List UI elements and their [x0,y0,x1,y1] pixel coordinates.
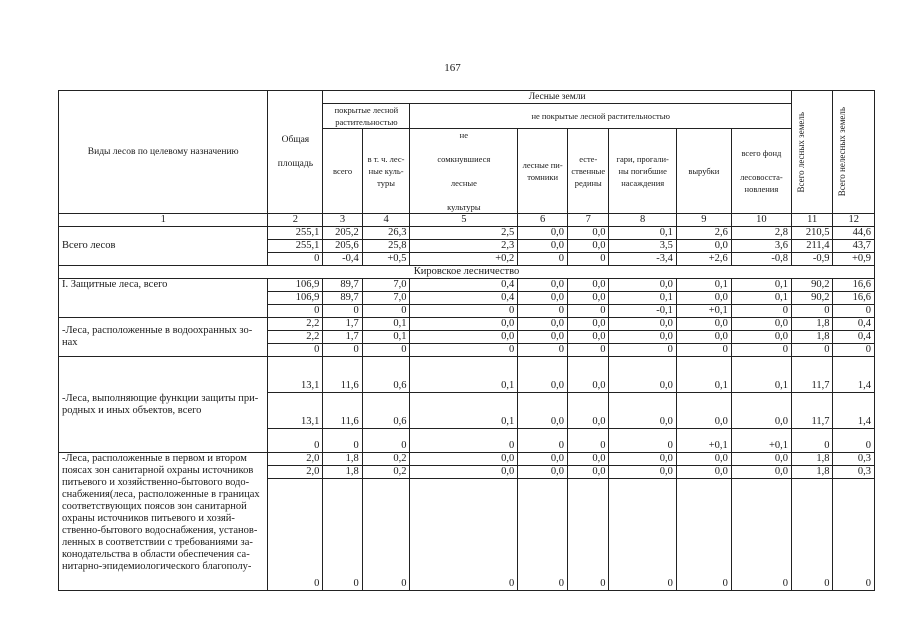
table-cell: 0,0 [609,331,676,344]
table-cell: 0,0 [410,466,518,479]
table-cell: -0,9 [791,253,832,266]
header-not-covered: не покрытые лесной растительностью [410,104,792,129]
table-cell: 0 [609,429,676,453]
table-cell: 0,0 [676,240,731,253]
table-cell: 90,2 [791,279,832,292]
table-cell: 0,0 [676,453,731,466]
table-cell: 0 [518,429,568,453]
table-cell: 0,0 [731,466,791,479]
table-cell: 1,4 [833,393,875,429]
table-cell: 0 [410,429,518,453]
table-cell: 0,0 [568,240,609,253]
group-natural-objects [59,357,875,453]
table-cell: 0,0 [518,292,568,305]
table-cell: 0,0 [676,393,731,429]
table-cell: 2,0 [268,453,323,466]
table-cell: 11,7 [791,393,832,429]
table-cell: 0,4 [833,331,875,344]
table-cell: 0,0 [518,240,568,253]
table-cell: 89,7 [323,292,362,305]
table-cell: 0,0 [568,318,609,331]
table-cell: 3,6 [731,240,791,253]
table-cell: 0,0 [518,227,568,240]
table-cell: 13,1 [268,393,323,429]
table-cell: 0,0 [568,279,609,292]
header-covered-cultures: в т. ч. лес-ные куль-туры [362,129,410,214]
table-cell: 0 [676,479,731,591]
table-cell: 0 [731,344,791,357]
table-cell: 1,4 [833,357,875,393]
table-cell: 1,7 [323,318,362,331]
table-cell: 0,0 [410,453,518,466]
table-cell: 0,0 [676,331,731,344]
table-cell: 0 [518,344,568,357]
header-total-forest: Всего лесных земель [791,91,832,214]
table-cell: 0 [791,344,832,357]
header-burnt: гари, прогали-ны погибшие насаждения [609,129,676,214]
section-title: Кировское лесничество [59,266,875,279]
table-cell: 0,1 [676,357,731,393]
table-cell: 0 [323,305,362,318]
table-cell: 0 [731,305,791,318]
table-cell: 0,1 [609,292,676,305]
table-cell: 0 [609,344,676,357]
table-cell: 0 [410,344,518,357]
table-cell: 0 [323,479,362,591]
table-cell: 2,5 [410,227,518,240]
table-cell: 11,6 [323,393,362,429]
table-row [59,227,875,240]
table-cell: 0,0 [568,292,609,305]
column-numbers-row: 1 2 3 4 5 6 7 8 9 10 11 12 [59,214,875,227]
table-cell: 0,0 [568,227,609,240]
table-cell: 0 [362,344,410,357]
table-cell: 0,0 [518,466,568,479]
table-cell: +0,9 [833,253,875,266]
table-cell: -0,4 [323,253,362,266]
table-cell: 2,0 [268,466,323,479]
header-natural-sparse: есте-ственные редины [568,129,609,214]
table-cell: +0,5 [362,253,410,266]
table-cell: 0 [410,305,518,318]
table-cell: 0 [731,479,791,591]
table-cell: 0 [568,479,609,591]
table-cell: 0,0 [609,357,676,393]
table-cell: 1,8 [323,466,362,479]
table-row [59,318,875,331]
header-covered: покрытые лесной растительностью [323,104,410,129]
table-cell: 255,1 [268,227,323,240]
table-row [59,279,875,292]
table-cell: 0,0 [609,453,676,466]
table-cell: 0 [410,479,518,591]
table-cell: 205,6 [323,240,362,253]
table-cell: 0 [676,344,731,357]
table-cell: 3,5 [609,240,676,253]
table-cell: +0,1 [731,429,791,453]
table-cell: 0,0 [676,292,731,305]
table-cell: 0,1 [731,279,791,292]
table-cell: 0,2 [362,466,410,479]
table-cell: 0 [568,429,609,453]
table-cell: -0,8 [731,253,791,266]
table-cell: 0,0 [568,393,609,429]
table-cell: 1,8 [791,466,832,479]
row-label: -Леса, выполняющие функции защиты при-родных и иных объектов, всего [59,357,268,453]
table-cell: 0,0 [518,331,568,344]
table-cell: 0,0 [676,466,731,479]
table-cell: 0,0 [731,331,791,344]
table-cell: 0,0 [518,453,568,466]
table-cell: 0,0 [568,357,609,393]
table-cell: 0,0 [731,453,791,466]
table-cell: +2,6 [676,253,731,266]
table-cell: 0 [268,429,323,453]
header-total-nonforest: Всего нелесных земель [833,91,875,214]
table-row [59,453,875,466]
table-cell: 0,0 [518,318,568,331]
table-cell: 7,0 [362,279,410,292]
table-cell: 0,1 [731,292,791,305]
table-cell: 0,0 [568,453,609,466]
table-cell: -0,1 [609,305,676,318]
table-cell: 0 [791,429,832,453]
table-cell: 0 [568,305,609,318]
table-cell: 0 [518,253,568,266]
header-nurseries: лесные пи-томники [518,129,568,214]
header-species: Виды лесов по целевому назначению [59,91,268,214]
table-cell: 0,4 [410,279,518,292]
page-number: 167 [444,62,461,74]
table-cell: 2,6 [676,227,731,240]
table-cell: 0 [362,429,410,453]
table-cell: 0 [323,429,362,453]
table-cell: 0 [568,253,609,266]
table-cell: 0 [791,305,832,318]
table-cell: 25,8 [362,240,410,253]
table-cell: 26,3 [362,227,410,240]
table-cell: -3,4 [609,253,676,266]
table-cell: 0 [518,305,568,318]
table-cell: 43,7 [833,240,875,253]
table-cell: 0,1 [676,279,731,292]
table-cell: 0 [833,429,875,453]
table-cell: 0,0 [609,318,676,331]
table-cell: 106,9 [268,292,323,305]
table-cell: 13,1 [268,357,323,393]
table-cell: 1,7 [323,331,362,344]
table-cell: 0,0 [731,318,791,331]
table-cell: 0,0 [568,331,609,344]
table-cell: 205,2 [323,227,362,240]
table-cell: +0,1 [676,429,731,453]
table-cell: 0 [268,479,323,591]
table-cell: 0 [362,479,410,591]
table-cell: 7,0 [362,292,410,305]
table-cell: 1,8 [791,453,832,466]
table-cell: 0,0 [518,393,568,429]
table-cell: 0 [609,479,676,591]
table-cell: 0,1 [410,393,518,429]
table-cell: 0 [568,344,609,357]
header-covered-all: всего [323,129,362,214]
table-cell: 0,0 [609,279,676,292]
table-cell: 0 [833,479,875,591]
table-cell: 2,2 [268,318,323,331]
section-title-row [59,266,875,279]
table-cell: 0,0 [410,331,518,344]
table-cell: 0,0 [518,357,568,393]
table-cell: 1,8 [323,453,362,466]
table-cell: 210,5 [791,227,832,240]
table-cell: 211,4 [791,240,832,253]
table-cell: 0 [791,479,832,591]
table-cell: 90,2 [791,292,832,305]
row-label: Всего лесов [59,227,268,266]
table-cell: 0,0 [609,393,676,429]
table-cell: 0,0 [609,466,676,479]
table-cell: 0 [323,344,362,357]
header-clearings: вырубки [676,129,731,214]
table-cell: 0 [362,305,410,318]
header-restoration-fund: всего фонд лесовосста-новления [731,129,791,214]
table-cell: 89,7 [323,279,362,292]
row-label: -Леса, расположенные в водоохранных зо-нах [59,318,268,357]
table-cell: 0,0 [731,393,791,429]
table-cell: 0,0 [568,466,609,479]
table-cell: 0,3 [833,466,875,479]
table-cell: 0,4 [833,318,875,331]
table-cell: 16,6 [833,292,875,305]
table-cell: 106,9 [268,279,323,292]
table-cell: 0,6 [362,393,410,429]
table-cell: 2,3 [410,240,518,253]
table-cell: 0 [833,305,875,318]
forest-land-table [58,90,875,591]
table-cell: 0 [518,479,568,591]
table-cell: 0,3 [833,453,875,466]
table-cell: 0 [268,305,323,318]
table-cell: 2,8 [731,227,791,240]
table-cell: 0,1 [410,357,518,393]
table-cell: +0,1 [676,305,731,318]
table-cell: 0,1 [362,318,410,331]
table-cell: 1,8 [791,331,832,344]
table-cell: 0 [833,344,875,357]
table-cell: 11,6 [323,357,362,393]
table-cell: 16,6 [833,279,875,292]
table-row [59,357,875,393]
table-cell: 1,8 [791,318,832,331]
header-forest-lands: Лесные земли [323,91,792,104]
group-protective [59,279,875,318]
table-cell: 0,4 [410,292,518,305]
table-cell: 11,7 [791,357,832,393]
header-not-closed-cultures: не сомкнувшиеся лесные культуры [410,129,518,214]
table-cell: 0 [268,253,323,266]
table-cell: +0,2 [410,253,518,266]
table-cell: 0,0 [410,318,518,331]
table-cell: 255,1 [268,240,323,253]
table-cell: 0,1 [362,331,410,344]
table-cell: 0,1 [609,227,676,240]
row-label: -Леса, расположенные в первом и втором поясах зон санитарной охраны источников питьевого и хозяйственно-бытового водо-снабжения(леса, расположенные в границах соответствующих поясов зон санитарной охраны источников питьевого и хозяй-ственно-бытового водоснабжения, установ-ленных в соответствии с требованиями за-конодательства в области обеспечения са-нитарно-эпидемиологического благополу- [59,453,268,591]
header-total-area: Общая площадь [268,91,323,214]
table-cell: 44,6 [833,227,875,240]
group-water [59,318,875,357]
table-cell: 0,0 [518,279,568,292]
table-cell: 0,1 [731,357,791,393]
table-cell: 0,0 [676,318,731,331]
table-cell: 0,6 [362,357,410,393]
group-sanitary [59,453,875,591]
table-cell: 2,2 [268,331,323,344]
table-cell: 0,2 [362,453,410,466]
group-total [59,227,875,266]
table-cell: 0 [268,344,323,357]
row-label: I. Защитные леса, всего [59,279,268,318]
